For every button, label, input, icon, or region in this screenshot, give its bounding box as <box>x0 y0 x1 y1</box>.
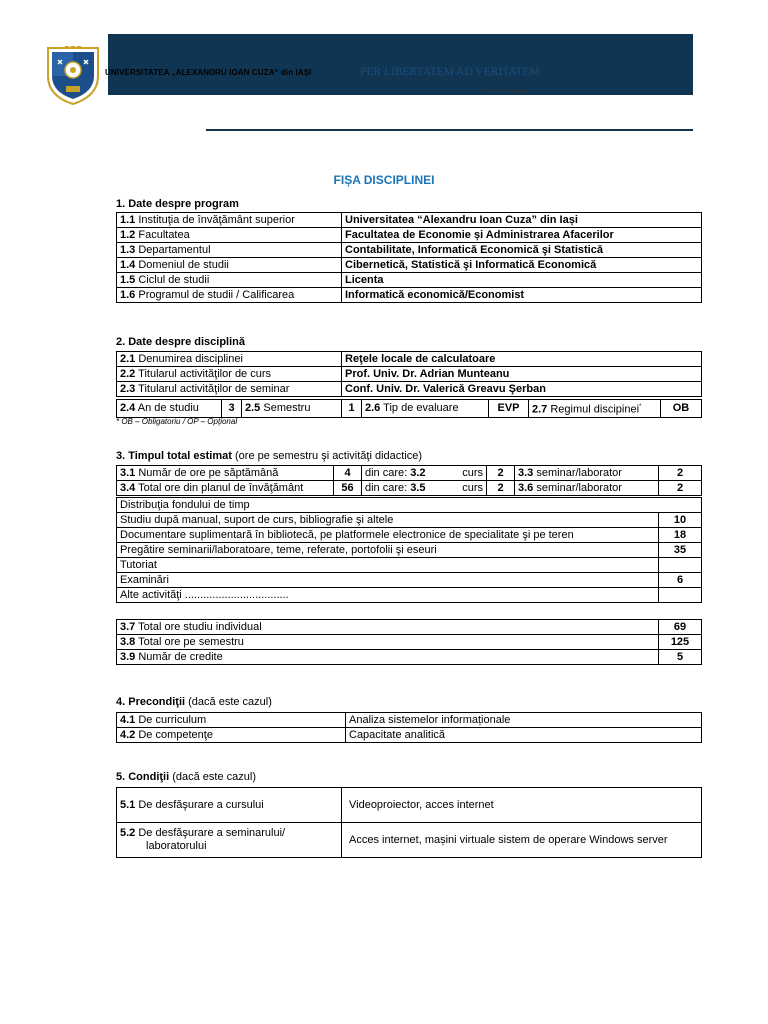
section-2-heading: 2. Date despre disciplină <box>116 336 245 348</box>
table-row: 1.3 Departamentul Contabilitate, Informatică Economică şi Statistică <box>117 243 702 258</box>
table-row: 3.9 Număr de credite 5 <box>117 650 702 665</box>
table-row: Tutoriat <box>117 558 702 573</box>
section-3-totals-table <box>116 619 702 665</box>
header-banner <box>108 34 693 136</box>
university-url: www.uaic.ro <box>487 86 526 95</box>
table-row: Studiu după manual, suport de curs, bibliografie şi altele 10 <box>117 513 702 528</box>
table-row: 2.3 Titularul activităţilor de seminar Conf. Univ. Dr. Valerică Greavu Şerban <box>117 382 702 397</box>
table-row: 2.4 An de studiu 3 2.5 Semestru 1 2.6 Tip de evaluare EVP 2.7 Regimul discipinei* OB <box>117 400 702 418</box>
table-row: 5.2 De desfăşurare a seminarului/ laboratorului Acces internet, mașini virtuale sistem de operare Windows server <box>117 823 702 858</box>
section-4-heading: 4. Precondiţii (dacă este cazul) <box>116 696 272 708</box>
section-4-table <box>116 712 702 743</box>
section-5-heading: 5. Condiţii (dacă este cazul) <box>116 771 256 783</box>
footnote: * OB – Obligatoriu / OP – Opţional <box>116 417 238 426</box>
section-3-distribution-table <box>116 497 702 603</box>
table-row: 2.2 Titularul activităţilor de curs Prof. Univ. Dr. Adrian Munteanu <box>117 367 702 382</box>
section-2-row-24 <box>116 399 702 418</box>
table-row: 3.4 Total ore din planul de învăţământ 56 din care: 3.5 curs 2 3.6 seminar/laborator 2 <box>117 481 702 496</box>
university-crest-icon <box>44 46 102 106</box>
table-row: Examinări 6 <box>117 573 702 588</box>
section-3-heading: 3. Timpul total estimat (ore pe semestru şi activităţi didactice) <box>116 450 423 462</box>
table-row: 4.2 De competenţe Capacitate analitică <box>117 728 702 743</box>
table-row: 1.2 Facultatea Facultatea de Economie și Administrarea Afacerilor <box>117 228 702 243</box>
table-row: 2.1 Denumirea disciplinei Reţele locale de calculatoare <box>117 352 702 367</box>
table-row: Distribuţia fondului de timp <box>117 498 702 513</box>
table-row: 5.1 De desfăşurare a cursului Videoproiector, acces internet <box>117 788 702 823</box>
section-1-table <box>116 212 702 303</box>
section-3-hours-table <box>116 465 702 496</box>
table-row: 3.7 Total ore studiu individual 69 <box>117 620 702 635</box>
table-row: 3.1 Număr de ore pe săptămână 4 din care: 3.2 curs 2 3.3 seminar/laborator 2 <box>117 466 702 481</box>
university-name: UNIVERSITATEA „ALEXANDRU IOAN CUZA“ din IAȘI <box>105 68 312 77</box>
table-row: 4.1 De curriculum Analiza sistemelor informaționale <box>117 713 702 728</box>
table-row: Alte activităţi .................................. <box>117 588 702 603</box>
table-row: 1.4 Domeniul de studii Cibernetică, Statistică şi Informatică Economică <box>117 258 702 273</box>
section-5-table <box>116 787 702 858</box>
table-row: Pregătire seminarii/laboratoare, teme, referate, portofolii şi eseuri 35 <box>117 543 702 558</box>
university-motto: PER LIBERTATEM AD VERITATEM <box>360 66 540 78</box>
banner-band <box>108 34 693 95</box>
page-title: FIȘA DISCIPLINEI <box>333 173 435 187</box>
table-row: 1.6 Programul de studii / Calificarea Informatică economică/Economist <box>117 288 702 303</box>
section-2-table <box>116 351 702 397</box>
table-row: 3.8 Total ore pe semestru 125 <box>117 635 702 650</box>
table-row: 1.5 Ciclul de studii Licenta <box>117 273 702 288</box>
section-1-heading: 1. Date despre program <box>116 198 239 210</box>
table-row: Documentare suplimentară în bibliotecă, pe platformele electronice de specialitate şi pe teren 18 <box>117 528 702 543</box>
banner-underline <box>206 129 693 131</box>
table-row: 1.1 Instituţia de învăţământ superior Universitatea “Alexandru Ioan Cuza” din Iași <box>117 213 702 228</box>
